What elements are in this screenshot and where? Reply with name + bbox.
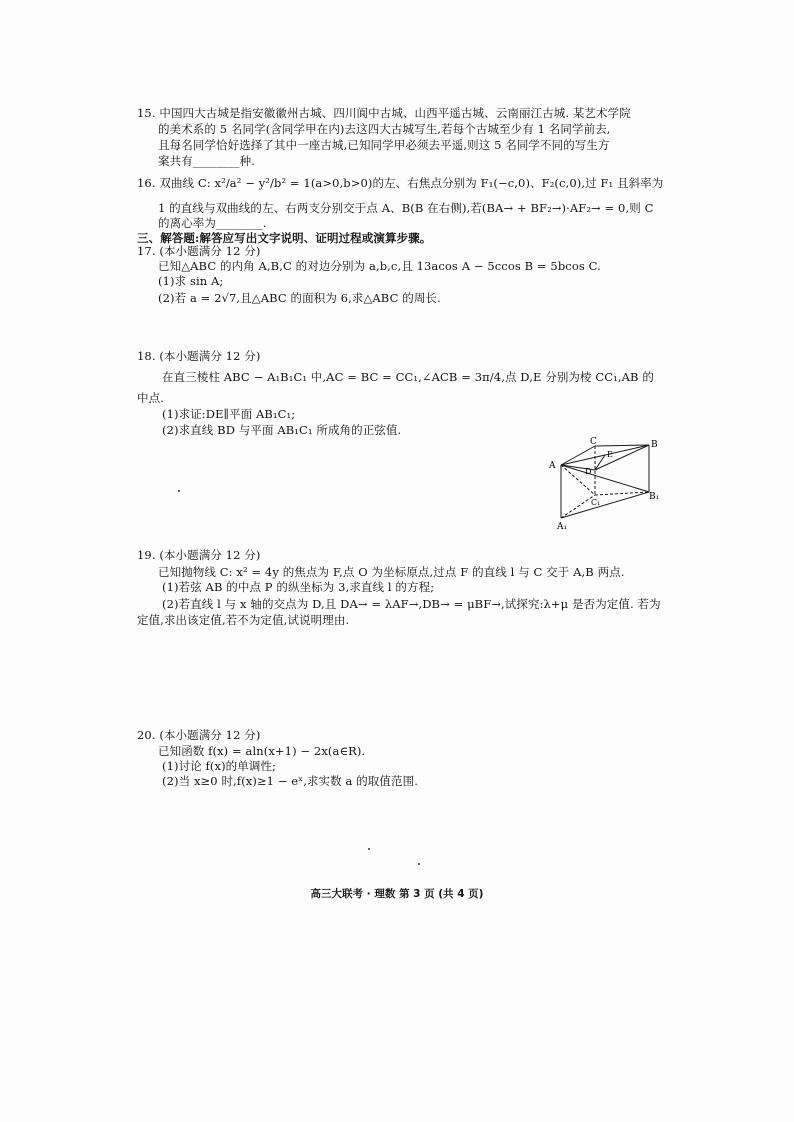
label-c: C (590, 437, 597, 447)
q15-line-2: 的美术系的 5 名同学(含同学甲在内)去这四大古城写生,若每个古城至少有 1 名同学前去, (158, 122, 611, 136)
scan-speck (178, 490, 180, 492)
label-b: B (651, 440, 658, 450)
prism-figure (545, 432, 670, 532)
q16-line-3: 的离心率为________. (158, 216, 267, 230)
q15-line-4: 案共有________种. (158, 154, 255, 168)
label-a: A (549, 461, 556, 471)
q20-line-3: (2)当 x≥0 时,f(x)≥1 − eˣ,求实数 a 的取值范围. (162, 774, 418, 788)
q17-header: 17. (本小题满分 12 分) (137, 244, 261, 258)
q16-line-1: 16. 双曲线 C: x²/a² − y²/b² = 1(a>0,b>0)的左、右焦点分别为 F₁(−c,0)、F₂(c,0),过 F₁ 且斜率为 (137, 176, 664, 190)
label-c1: C₁ (591, 498, 601, 507)
q19-line-3: (2)若直线 l 与 x 轴的交点为 D,且 DA→ = λAF→,DB→ = μBF→,试探究:λ+μ 是否为定值. 若为 (162, 597, 661, 611)
q20-line-2: (1)讨论 f(x)的单调性; (162, 759, 277, 773)
label-d: D (585, 467, 592, 476)
q18-line-4: (2)求直线 BD 与平面 AB₁C₁ 所成角的正弦值. (162, 423, 402, 437)
q15-line-1: 15. 中国四大古城是指安徽徽州古城、四川阆中古城、山西平遥古城、云南丽江古城. 某艺术学院 (137, 106, 631, 120)
label-a1: A₁ (557, 522, 568, 532)
page-footer: 高三大联考 · 理数 第 3 页 (共 4 页) (310, 888, 484, 900)
label-e: E (607, 450, 613, 459)
scan-speck (368, 848, 370, 850)
q19-header: 19. (本小题满分 12 分) (137, 548, 261, 562)
q19-line-1: 已知抛物线 C: x² = 4y 的焦点为 F,点 O 为坐标原点,过点 F 的直线 l 与 C 交于 A,B 两点. (158, 565, 625, 579)
q17-line-3: (2)若 a = 2√7,且△ABC 的面积为 6,求△ABC 的周长. (158, 291, 441, 305)
q16-line-2: 1 的直线与双曲线的左、右两支分别交于点 A、B(B 在右侧),若(BA→ + BF₂→)·AF₂→ = 0,则 C (158, 201, 654, 215)
q18-line-3: (1)求证:DE∥平面 AB₁C₁; (162, 407, 296, 421)
q18-line-2: 中点. (137, 391, 164, 405)
q18-header: 18. (本小题满分 12 分) (137, 349, 261, 363)
q19-line-4: 定值,求出该定值,若不为定值,试说明理由. (137, 613, 350, 627)
q17-line-1: 已知△ABC 的内角 A,B,C 的对边分别为 a,b,c,且 13acos A − 5ccos B = 5bcos C. (158, 259, 601, 273)
q18-line-1: 在直三棱柱 ABC − A₁B₁C₁ 中,AC = BC = CC₁,∠ACB = 3π/4,点 D,E 分别为棱 CC₁,AB 的 (162, 370, 654, 384)
q15-line-3: 且每名同学恰好选择了其中一座古城,已知同学甲必须去平遥,则这 5 名同学不同的写生方 (158, 138, 610, 152)
q19-line-2: (1)若弦 AB 的中点 P 的纵坐标为 3,求直线 l 的方程; (162, 580, 435, 594)
scan-speck (418, 863, 420, 865)
label-b1: B₁ (649, 492, 660, 502)
q20-header: 20. (本小题满分 12 分) (137, 728, 261, 742)
section-3-heading: 三、解答题:解答应写出文字说明、证明过程或演算步骤。 (137, 231, 432, 245)
q20-line-1: 已知函数 f(x) = aln(x+1) − 2x(a∈R). (158, 744, 366, 758)
q17-line-2: (1)求 sin A; (158, 274, 224, 288)
